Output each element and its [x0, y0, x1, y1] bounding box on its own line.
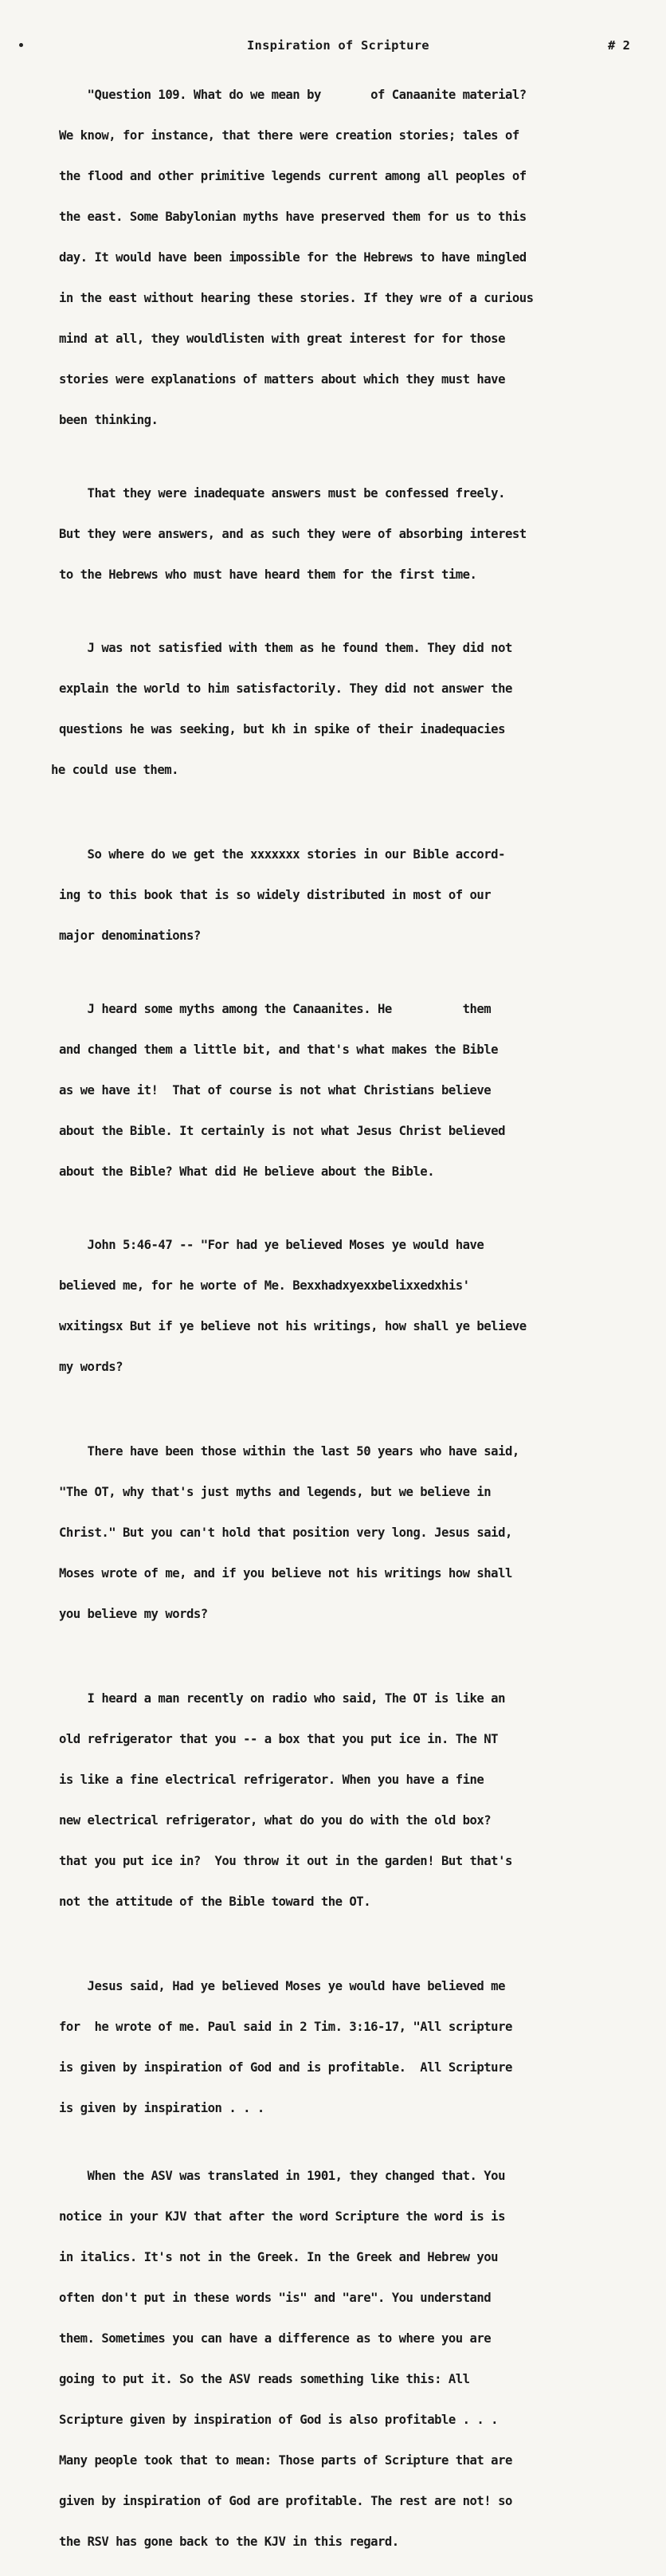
document-body	[51, 61, 633, 2576]
text-line: to the Hebrews who must have heard them for the first time.	[59, 567, 477, 582]
text-line: you believe my words?	[59, 1607, 208, 1621]
text-line: them. Sometimes you can have a difference as to where you are	[59, 2331, 492, 2346]
text-line: the RSV has gone back to the KJV in this regard.	[59, 2535, 399, 2549]
paragraph-john-5-46	[59, 1211, 633, 1401]
text-line: is given by inspiration of God and is profitable. All Scripture	[59, 2060, 512, 2075]
text-line: So where do we get the xxxxxxx stories in our Bible accord-	[59, 847, 505, 862]
text-line: new electrical refrigerator, what do you do with the old box?	[59, 1813, 492, 1828]
text-line: notice in your KJV that after the word Scripture the word is is	[59, 2209, 505, 2224]
text-line: not the attitude of the Bible toward the OT.	[59, 1895, 371, 1909]
paragraph-asv-1901	[59, 2142, 633, 2576]
text-line: We know, for instance, that there were creation stories; tales of	[59, 128, 519, 143]
text-line: the flood and other primitive legends current among all peoples of	[59, 169, 527, 183]
text-line: in italics. It's not in the Greek. In the Greek and Hebrew you	[59, 2250, 499, 2264]
text-line: about the Bible? What did He believe about the Bible.	[59, 1164, 435, 1179]
text-line: ing to this book that is so widely distributed in most of our	[59, 888, 492, 902]
text-line: J heard some myths among the Canaanites. He them	[59, 1002, 492, 1016]
paragraph-refrigerator	[59, 1665, 633, 1936]
text-line: in the east without hearing these stories. If they wre of a curious	[59, 291, 534, 305]
text-line: about the Bible. It certainly is not what Jesus Christ believed	[59, 1124, 505, 1138]
text-line: often don't put in these words "is" and "are". You understand	[59, 2291, 492, 2305]
text-line: Moses wrote of me, and if you believe not his writings how shall	[59, 1566, 512, 1581]
page-title: Inspiration of Scripture	[247, 38, 429, 53]
text-line: the east. Some Babylonian myths have preserved them for us to this	[59, 210, 527, 224]
text-line: as we have it! That of course is not what Christians believe	[59, 1083, 492, 1098]
text-line: day. It would have been impossible for the Hebrews to have mingled	[59, 250, 527, 265]
punch-mark	[19, 43, 23, 47]
text-line: is given by inspiration . . .	[59, 2101, 264, 2115]
text-line: J was not satisfied with them as he found them. They did not	[59, 641, 512, 655]
text-line: and changed them a little bit, and that's what makes the Bible	[59, 1043, 499, 1057]
text-line: I heard a man recently on radio who said, The OT is like an	[59, 1691, 505, 1706]
text-line: old refrigerator that you -- a box that you put ice in. The NT	[59, 1732, 499, 1746]
text-line: questions he was seeking, but kh in spike of their inadequacies	[59, 722, 505, 736]
text-line: When the ASV was translated in 1901, they changed that. You	[59, 2169, 505, 2183]
text-line: wxitingsx But if ye believe not his writings, how shall ye believe	[59, 1319, 527, 1333]
text-line: major denominations?	[59, 929, 201, 943]
paragraph-canaanites	[59, 976, 633, 1206]
text-line: stories were explanations of matters about which they must have	[59, 372, 505, 387]
text-line: my words?	[59, 1360, 123, 1374]
text-line: Christ." But you can't hold that position very long. Jesus said,	[59, 1526, 512, 1540]
paragraph-jesus-said	[59, 1953, 633, 2142]
text-line: been thinking.	[59, 413, 159, 427]
text-line: John 5:46-47 -- "For had ye believed Moses ye would have	[59, 1238, 484, 1252]
text-line: But they were answers, and as such they were of absorbing interest	[59, 527, 527, 541]
text-line: Jesus said, Had ye believed Moses ye would have believed me	[59, 1979, 505, 1993]
text-line: believed me, for he worte of Me. Bexxhadxyexxbelixxedxhis'	[59, 1278, 470, 1293]
paragraph-last-50-years	[59, 1418, 633, 1648]
text-line: There have been those within the last 50 years who have said,	[59, 1444, 519, 1459]
text-line: mind at all, they wouldlisten with great interest for for those	[59, 332, 505, 346]
text-line: "The OT, why that's just myths and legends, but we believe in	[59, 1485, 492, 1499]
paragraph-inadequate	[59, 460, 633, 609]
paragraph-question-109	[59, 61, 633, 454]
text-line: "Question 109. What do we mean by of Canaanite material?	[59, 88, 527, 102]
text-line: is like a fine electrical refrigerator. When you have a fine	[59, 1773, 484, 1787]
text-line: explain the world to him satisfactorily. They did not answer the	[59, 681, 512, 696]
text-line: That they were inadequate answers must be confessed freely.	[59, 486, 505, 501]
page-number: # 2	[608, 38, 630, 53]
text-line: he could use them.	[51, 763, 178, 777]
text-line: Many people took that to mean: Those parts of Scripture that are	[59, 2453, 512, 2468]
text-line: given by inspiration of God are profitable. The rest are not! so	[59, 2494, 512, 2508]
text-line: for he wrote of me. Paul said in 2 Tim. 3:16-17, "All scripture	[59, 2020, 512, 2034]
text-line: going to put it. So the ASV reads something like this: All	[59, 2372, 470, 2386]
paragraph-where-stories	[59, 821, 633, 970]
paragraph-j-not-satisfied	[51, 615, 633, 804]
text-line: that you put ice in? You throw it out in the garden! But that's	[59, 1854, 512, 1868]
text-line: Scripture given by inspiration of God is also profitable . . .	[59, 2413, 499, 2427]
page-header	[0, 35, 666, 59]
